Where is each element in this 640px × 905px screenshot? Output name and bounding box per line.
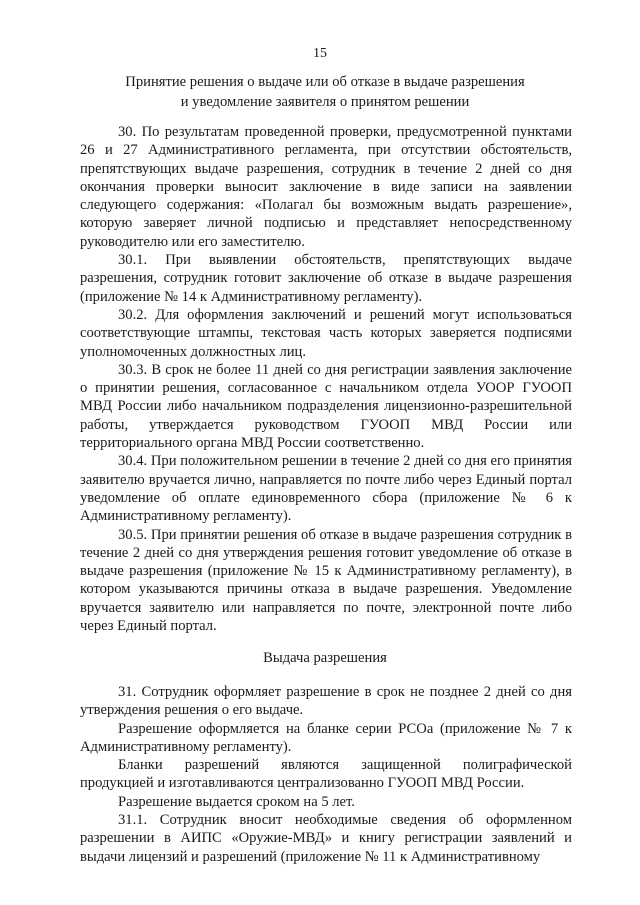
section-heading-decision xyxy=(80,72,570,112)
paragraph-31-term: Разрешение выдается сроком на 5 лет. xyxy=(118,793,355,810)
paragraph-30-1: 30.1. При выявлении обстоятельств, препятствующих выдаче разрешения, сотрудник готовит заключение об отказе в выдаче разрешения (приложение № 14 к Административному регламенту). xyxy=(80,252,572,305)
paragraph-30-2: 30.2. Для оформления заключений и решений могут использоваться соответствующие штампы, текстовая часть которых заверяется подписями уполномоченных должностных лиц. xyxy=(80,306,572,360)
paragraph-30-4: 30.4. При положительном решении в течение 2 дней со дня его принятия заявителю вручается лично, направляется по почте либо через Единый портал уведомление об оплате единовременного сбора (приложение № 6 к Административному регламенту). xyxy=(80,453,572,525)
section-body-decision xyxy=(80,123,572,635)
paragraph-31: 31. Сотрудник оформляет разрешение в срок не позднее 2 дней со дня утверждения решения о его выдаче. xyxy=(80,684,572,719)
paragraph-30: 30. По результатам проведенной проверки, предусмотренной пунктами 26 и 27 Административного регламента, при отсутствии обстоятельств, препятствующих выдаче разрешения, сотрудник в течение 2 дней со дня окончания проверки выносит заключение в виде записи на заявлении следующего содержания: «Полагал бы возможным выдать разрешение», которую заверяет личной подписью и представляет непосредственному руководителю или его заместителю. xyxy=(80,124,572,250)
paragraph-30-3: 30.3. В срок не более 11 дней со дня регистрации заявления заключение о принятии решения, согласованное с начальником отдела УООР ГУООП МВД России либо начальником подразделения лицензионно-разрешительной работы, утверждается руководством ГУООП МВД России или территориального органа МВД России соответственно. xyxy=(80,361,572,452)
section-heading-line: и уведомление заявителя о принятом решении xyxy=(180,94,470,110)
paragraph-30-5: 30.5. При принятии решения об отказе в выдаче разрешения сотрудник в течение 2 дней со дня утверждения решения готовит уведомление об отказе в выдаче разрешения (приложение № 15 к Административному регламенту), в котором указываются причины отказа в выдаче разрешения. Уведомление вручается заявителю или направляется по почте, электронной почте либо через Единый портал. xyxy=(80,526,572,635)
section-heading-line: Принятие решения о выдаче или об отказе в выдаче разрешения xyxy=(125,74,525,90)
paragraph-31-blanks: Бланки разрешений являются защищенной полиграфической продукцией и изготавливаются централизованно ГУООП МВД России. xyxy=(80,757,572,792)
section-body-issuance xyxy=(80,683,572,866)
page-number: 15 xyxy=(313,46,327,61)
section-heading-issuance: Выдача разрешения xyxy=(263,650,387,666)
paragraph-31-form: Разрешение оформляется на бланке серии РСОа (приложение № 7 к Административному регламенту). xyxy=(80,720,572,755)
paragraph-31-1: 31.1. Сотрудник вносит необходимые сведения об оформленном разрешении в АИПС «Оружие-МВД» и книгу регистрации заявлений и выдачи лицензий и разрешений (приложение № 11 к Административному xyxy=(80,812,572,865)
